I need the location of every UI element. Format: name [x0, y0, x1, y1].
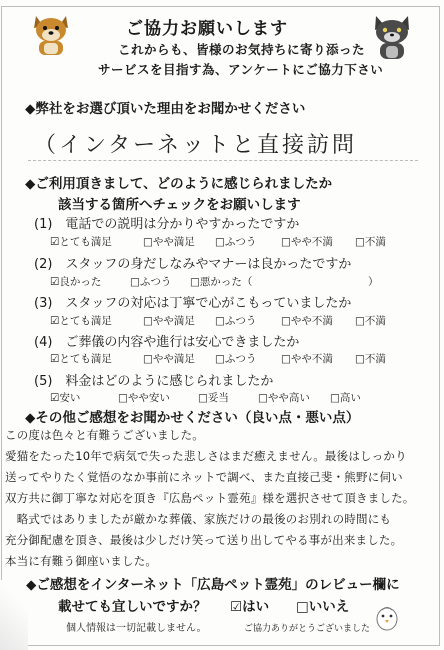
review-no-option[interactable]: □いいえ: [296, 599, 350, 615]
review-heading: ◆ご感想をインターネット「広島ペット霊苑」のレビュー欄に: [26, 577, 400, 593]
comment-line: 双方共に御丁寧な対応を頂き『広島ペット霊苑』様を選択させて頂きました。: [5, 491, 415, 505]
question-5: (5) 料金はどのように感じられましたか: [34, 374, 274, 389]
comment-line: 本当に有難う御座いました。: [5, 554, 158, 568]
q1-option-very-satisfied[interactable]: ☑とても満足: [50, 236, 112, 248]
q3-option-very-satisfied[interactable]: ☑とても満足: [50, 315, 112, 327]
comment-line: 送ってやりたく覚悟のなか事前にネットで調べ、また直接己斐・熊野に伺い: [5, 470, 403, 484]
q5-option-somewhat-cheap[interactable]: □やや安い: [118, 392, 170, 404]
answer-underline: [28, 160, 418, 161]
chick-mascot-icon: [374, 604, 400, 632]
page-curl: [0, 580, 28, 650]
usage-heading: ◆ご利用頂きまして、どのように感じられましたか: [25, 176, 333, 192]
question-3: (3) スタッフの対応は丁寧で心がこもっていましたか: [34, 296, 352, 311]
reason-heading: ◆弊社をお選び頂いた理由をお聞かせください: [25, 101, 306, 117]
q2-option-good[interactable]: ☑良かった: [50, 276, 102, 288]
q3-option-neutral[interactable]: □ふつう: [215, 315, 257, 327]
comment-line: この度は色々と有難うございました。: [5, 428, 204, 442]
reason-handwritten-answer: （インターネットと直接訪問: [34, 133, 358, 158]
q5-option-somewhat-expensive[interactable]: □やや高い: [258, 392, 310, 404]
q2-option-bad[interactable]: □悪かった（: [190, 276, 253, 288]
q5-option-reasonable[interactable]: □妥当: [198, 392, 229, 404]
q4-option-dissatisfied[interactable]: □不満: [355, 353, 386, 365]
comment-line: 愛猫をたった10年で病気で失った悲しさはまだ癒えません。最後はしっかり: [5, 449, 407, 463]
review-question: 載せても宜しいですか？: [58, 599, 207, 615]
comment-line: 充分御配慮を頂き、最後は少しだけ笑って送り出してやる事が出来ました。: [5, 533, 403, 547]
q3-option-dissatisfied[interactable]: □不満: [355, 315, 386, 327]
q1-option-somewhat-dissatisfied[interactable]: □やや不満: [281, 236, 333, 248]
q1-option-dissatisfied[interactable]: □不満: [355, 236, 386, 248]
q4-option-somewhat-satisfied[interactable]: □やや満足: [143, 353, 195, 365]
q1-option-somewhat-satisfied[interactable]: □やや満足: [143, 236, 195, 248]
q2-option-bad-close: ）: [368, 276, 379, 288]
q3-option-somewhat-dissatisfied[interactable]: □やや不満: [281, 315, 333, 327]
privacy-note: 個人情報は一切記載しません。: [66, 623, 207, 634]
q1-option-neutral[interactable]: □ふつう: [215, 236, 257, 248]
question-1: (1) 電話での説明は分かりやすかったですか: [34, 217, 300, 232]
q4-option-neutral[interactable]: □ふつう: [215, 353, 257, 365]
page-title: ご協力お願いします: [126, 19, 288, 39]
q5-option-expensive[interactable]: □高い: [330, 392, 361, 404]
intro-line-1: これからも、皆様のお気持ちに寄り添った: [118, 42, 366, 57]
comments-heading: ◆その他ご感想をお聞かせください（良い点・悪い点）: [25, 410, 360, 426]
question-4: (4) ご葬儀の内容や進行は安心できましたか: [34, 335, 300, 350]
thanks-note: ご協力ありがとうございました: [244, 624, 371, 634]
q5-option-cheap[interactable]: ☑安い: [50, 392, 81, 404]
q2-option-neutral[interactable]: □ふつう: [130, 276, 172, 288]
cat-mascot-icon: [370, 14, 414, 62]
comment-line: 略式ではありましたが厳かな葬儀、家族だけの最後のお別れの時間にも: [5, 512, 392, 526]
q4-option-somewhat-dissatisfied[interactable]: □やや不満: [281, 353, 333, 365]
intro-line-2: サービスを目指す為、アンケートにご協力下さい: [98, 62, 384, 77]
question-2: (2) スタッフの身だしなみやマナーは良かったですか: [34, 257, 352, 272]
review-yes-option[interactable]: ☑はい: [230, 599, 270, 615]
q3-option-somewhat-satisfied[interactable]: □やや満足: [143, 315, 195, 327]
q4-option-very-satisfied[interactable]: ☑とても満足: [50, 353, 112, 365]
dog-mascot-icon: [30, 12, 72, 58]
usage-subheading: 該当する箇所へチェックをお願いします: [58, 197, 301, 213]
